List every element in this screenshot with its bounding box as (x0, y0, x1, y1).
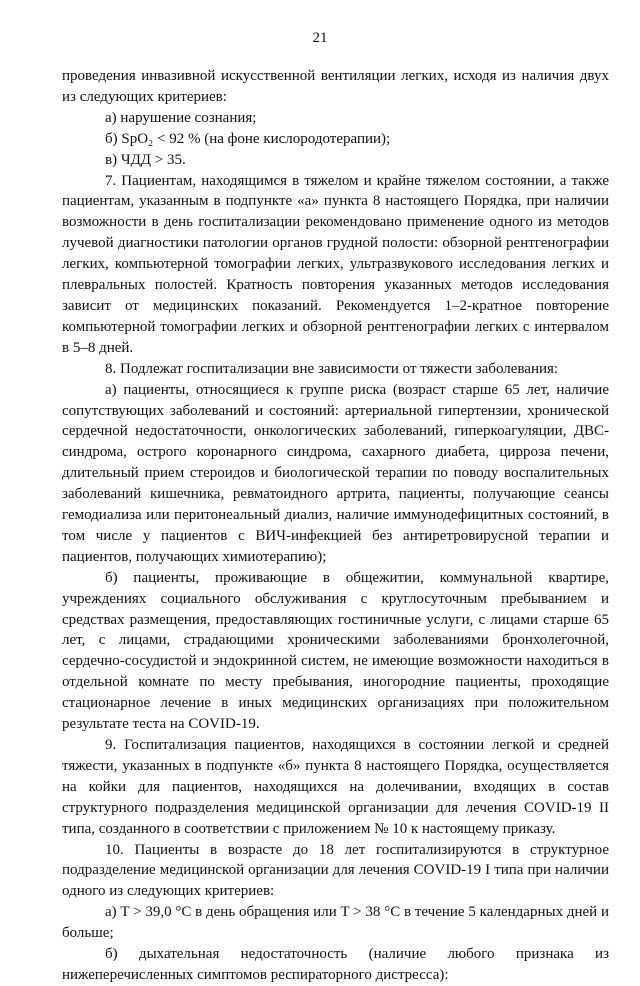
paragraph-10a: а) T > 39,0 °C в день обращения или T > 38 °C в течение 5 календарных дней и больше; (62, 904, 609, 942)
paragraph-10: 10. Пациенты в возрасте до 18 лет госпитализируются в структурное подразделение медицинской организации для лечения COVID-19 I типа при наличии одного из следующих критериев: (62, 841, 609, 900)
criterion-b: б) SpO₂ < 92 % (на фоне кислородотерапии); (105, 130, 391, 147)
paragraph-intro: проведения инвазивной искусственной вентиляции легких, исходя из наличия двух из следующих критериев: (62, 68, 609, 105)
criterion-c: в) ЧДД > 35. (105, 151, 186, 168)
criterion-a: а) нарушение сознания; (105, 109, 257, 126)
paragraph-8b: б) пациенты, проживающие в общежитии, коммунальной квартире, учреждениях социального обслуживания с круглосуточным пребыванием и средствах размещения, предоставляющих гостиничные услуги, с лицами старше 65 лет, с лицами, страдающими хроническими заболеваниями бронхолегочной, сердечно-сосудистой и эндокринной систем, не имеющие возможности находиться в отдельной комнате по месту пребывания, иногородние пациенты, проходящие стационарное лечение в иных медицинских организациях при положительном результате теста на COVID-19. (62, 569, 609, 733)
paragraph-8a: а) пациенты, относящиеся к группе риска (возраст старше 65 лет, наличие сопутствующих заболеваний и состояний: артериальной гипертензии, хронической сердечной недостаточности, онкологических заболеваний, гиперкоагуляции, ДВС-синдрома, острого коронарного синдрома, сахарного диабета, цирроза печени, длительный прием стероидов и биологической терапии по поводу воспалительных заболеваний кишечника, ревматоидного артрита, пациенты, получающие сеансы гемодиализа или перитонеальный диализ, наличие иммунодефицитных состояний, в том числе у пациентов с ВИЧ-инфекцией без антиретровирусной терапии и пациентов, получающих химиотерапию); (62, 381, 609, 565)
paragraph-10b: б) дыхательная недостаточность (наличие любого признака из нижеперечисленных симптомов респираторного дистресса): (62, 946, 609, 983)
paragraph-7: 7. Пациентам, находящимся в тяжелом и крайне тяжелом состоянии, а также пациентам, указанным в подпункте «а» пункта 8 настоящего Порядка, при наличии возможности в день госпитализации рекомендовано применение одного из методов лучевой диагностики патологии органов грудной полости: обзорной рентгенографии легких, компьютерной томографии легких, ультразвукового исследования легких и плевральных полостей. Кратность повторения указанных методов исследования зависит от медицинских показаний. Рекомендуется 1–2-кратное повторение компьютерной томографии легких и обзорной рентгенографии легких с интервалом в 5–8 дней. (62, 172, 609, 356)
paragraph-8: 8. Подлежат госпитализации вне зависимости от тяжести заболевания: (105, 360, 559, 377)
document-body (62, 66, 609, 986)
paragraph-9: 9. Госпитализация пациентов, находящихся в состоянии легкой и средней тяжести, указанных в подпункте «б» пункта 8 настоящего Порядка, осуществляется на койки для пациентов, находящихся на долечивании, входящих в состав структурного подразделения медицинской организации для лечения COVID-19 II типа, созданного в соответствии с приложением № 10 к настоящему приказу. (62, 737, 609, 837)
page-number: 21 (312, 30, 328, 46)
